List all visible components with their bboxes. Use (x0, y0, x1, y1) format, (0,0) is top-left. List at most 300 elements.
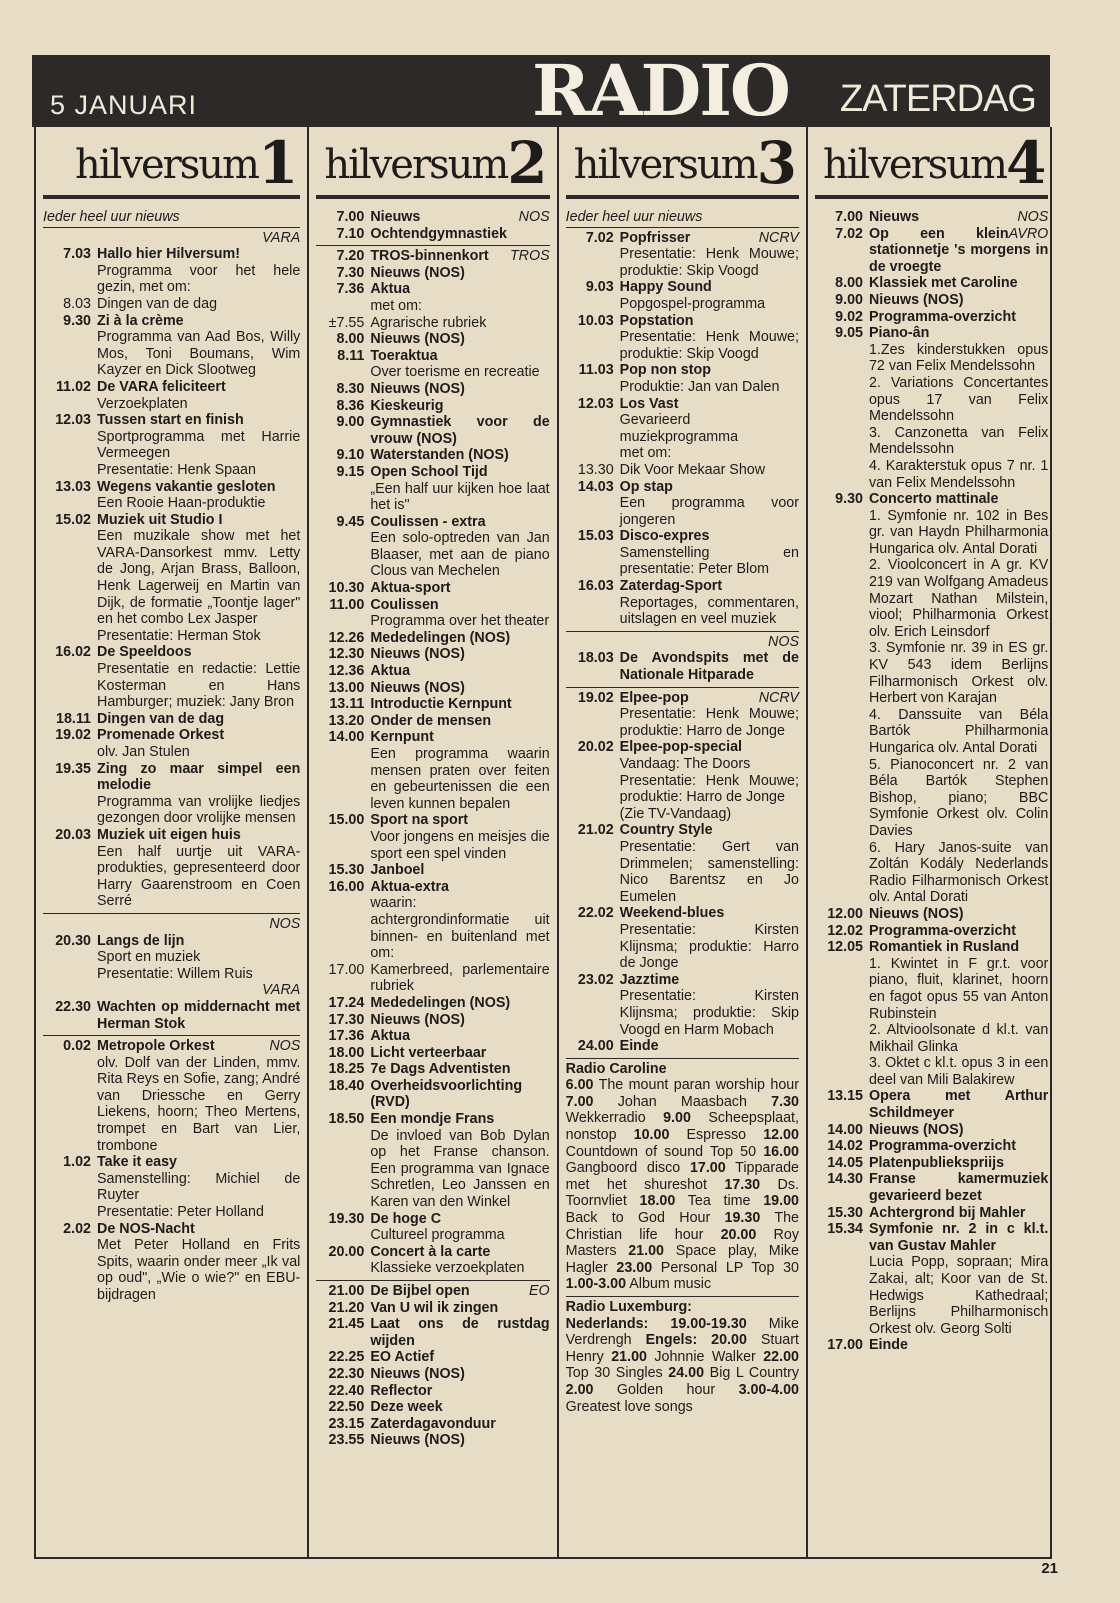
programme-body (620, 313, 799, 363)
segment-text: Wekkerradio (565, 1110, 664, 1127)
programme-title-text: Elpee-pop (619, 689, 689, 706)
programme-title (370, 729, 434, 745)
programme-entry (316, 514, 549, 580)
broadcaster-label: VARA (262, 229, 301, 246)
programme-description: 4. Karakterstuk opus 7 nr. 1 van Felix Mendelssohn (868, 457, 1049, 491)
programme-title-text: Langs de lijn (97, 932, 185, 949)
station-name: hilversum (324, 142, 508, 188)
programme-title (869, 309, 1016, 325)
programme-description: Een half uurtje uit VARA-produkties, gepresenteerd door Harry Gaarenstroom en Coen Serré (97, 843, 301, 910)
programme-title (869, 906, 964, 922)
programme-time: 23.15 (328, 1415, 365, 1432)
segment-text: Greatest love songs (565, 1398, 693, 1415)
programme-time: 2.02 (63, 1220, 91, 1237)
broadcaster-label: NCRV (758, 689, 799, 706)
station-number: 2 (507, 129, 548, 197)
station-name: hilversum (822, 142, 1006, 188)
programme-description: Programma voor het hele gezin, met om: (97, 262, 301, 296)
programme-title (370, 1045, 486, 1061)
programme-body (370, 331, 549, 348)
programme-entry (316, 1045, 549, 1062)
page-number: 21 (1041, 1560, 1058, 1577)
programme-time: 21.02 (577, 822, 614, 839)
segment-text: Top 30 Singles (565, 1365, 669, 1382)
programme-title (97, 711, 224, 727)
broadcaster-label: NOS (269, 1038, 301, 1055)
programme-description: Klassieke verzoekplaten (370, 1260, 525, 1277)
segment-text: Mike Verdrengh (565, 1315, 799, 1349)
programme-description: 3. Oktet c kl.t. opus 3 in een deel van Mili Balakirew (868, 1055, 1049, 1088)
programme-title-text: Nieuws (NOS) (868, 905, 964, 922)
programme-title-text: Mededelingen (NOS) (370, 629, 511, 646)
programme-entry (43, 1038, 300, 1154)
programme-entry (316, 680, 549, 697)
programme-body (370, 1211, 549, 1244)
programme-entry (316, 1399, 549, 1416)
programme-title-text: Piano-ân (868, 325, 930, 342)
programme-title (370, 381, 465, 397)
programme-title (869, 923, 1016, 939)
segment-text: Space play, Mike Hagler (565, 1243, 799, 1276)
programme-entry (316, 464, 549, 514)
programme-entry (43, 512, 300, 645)
programme-description: Een solo-optreden van Jan Blaaser, met aan de piano Clous van Mechelen (370, 530, 550, 580)
programme-title (370, 1211, 441, 1227)
programme-body (370, 381, 549, 398)
programme-entry (43, 999, 300, 1032)
programme-title-text: Coulissen - extra (370, 513, 486, 530)
programme-title (370, 597, 438, 613)
programme-time: 22.40 (328, 1382, 365, 1399)
programme-title-text: Muziek uit Studio I (97, 511, 223, 528)
programme-title (97, 296, 217, 312)
programme-body (620, 739, 799, 822)
programme-time: 9.03 (585, 279, 614, 296)
programme-body (869, 1122, 1048, 1139)
programme-body (370, 248, 549, 265)
programme-time: 7.02 (835, 225, 863, 242)
programme-body (97, 379, 300, 412)
programme-time: 10.30 (328, 580, 365, 597)
programme-time: 14.03 (577, 478, 614, 495)
station-number: 1 (257, 129, 299, 197)
programme-title (869, 1155, 1004, 1171)
programme-time: 22.30 (55, 998, 91, 1015)
programme-body (869, 226, 1048, 276)
programme-description: Een programma waarin mensen praten over feiten en gebeurtenissen die een leven kunnen bepalen (370, 746, 550, 812)
programme-entry (815, 1337, 1048, 1354)
programme-title-text: Opera met Arthur Schildmeyer (868, 1088, 1049, 1122)
programme-title-text: Concerto mattinale (868, 491, 999, 508)
programme-title-text: Nieuws (NOS) (370, 1432, 465, 1449)
programme-entry (316, 646, 549, 663)
programme-description: 1. Symfonie nr. 102 in Bes gr. van Haydn Philharmonia Hungarica olv. Antal Dorati (868, 507, 1049, 557)
programme-title (620, 462, 765, 478)
programme-title-text: Aktua (370, 281, 411, 298)
programme-body (869, 923, 1048, 940)
programme-body (620, 479, 799, 529)
programme-body (97, 1221, 300, 1304)
programme-time: 17.00 (827, 1337, 863, 1354)
programme-title-text: Nieuws (NOS) (868, 1121, 964, 1138)
segment-time: 18.00 (639, 1193, 676, 1210)
programme-title-text: Hallo hier Hilversum! (97, 246, 241, 263)
programme-entry (815, 1088, 1048, 1121)
programme-title (370, 414, 549, 447)
segment-time: 23.00 (616, 1259, 653, 1276)
segment-text: Personal LP Top 30 (652, 1259, 799, 1276)
programme-body (620, 822, 799, 905)
programme-description: „Een half uur kijken hoe laat het is" (370, 480, 550, 514)
segment-time: 19.30 (724, 1210, 761, 1227)
broadcaster-label: NOS (768, 633, 799, 650)
programme-time: 19.30 (328, 1210, 365, 1227)
segment-text: Golden hour (593, 1381, 739, 1398)
programme-time: 22.30 (328, 1365, 365, 1382)
programme-title (370, 514, 485, 530)
programme-time: 12.02 (827, 922, 863, 939)
programme-body (370, 1366, 549, 1383)
programme-entry (316, 729, 549, 812)
programme-time: 19.35 (55, 760, 91, 777)
programme-title (370, 1399, 442, 1415)
programme-entry (815, 1122, 1048, 1139)
segment-time: 21.00 (611, 1348, 647, 1365)
programme-time: 14.05 (827, 1154, 863, 1171)
programme-time: 17.30 (328, 1011, 365, 1028)
programme-entry (316, 1416, 549, 1433)
programme-time: 15.03 (577, 528, 614, 545)
programme-time: 8.11 (337, 347, 365, 364)
station-column-hilversum-4 (808, 127, 1055, 1557)
programme-title-text: Muziek uit eigen huis (97, 826, 241, 843)
programme-title (620, 396, 679, 412)
programme-time: 13.00 (328, 679, 365, 696)
programme-list (566, 209, 799, 1415)
programme-title (620, 279, 712, 295)
programme-title (370, 812, 468, 828)
programme-entry (316, 265, 549, 282)
day-label: ZATERDAG (839, 78, 1036, 120)
programme-entry (316, 348, 549, 381)
segment-time: 2.00 (565, 1381, 594, 1398)
station-block (566, 1299, 799, 1415)
programme-body (869, 939, 1048, 1088)
programme-time: 15.30 (827, 1204, 863, 1221)
programme-time: 20.02 (577, 739, 614, 756)
programme-title (370, 398, 443, 414)
programme-body (97, 479, 300, 512)
segment-time: 1.00-3.00 (565, 1276, 627, 1293)
programme-title-text: Van U wil ik zingen (370, 1299, 499, 1316)
programme-title (620, 972, 680, 988)
divider (316, 1280, 549, 1281)
programme-entry (566, 690, 799, 740)
programme-body (97, 827, 300, 910)
programme-title (869, 1205, 1025, 1221)
programme-title (97, 933, 184, 949)
programme-description: olv. Jan Stulen (97, 744, 190, 760)
programme-entry (316, 1078, 549, 1111)
programme-entry (43, 1221, 300, 1304)
divider (43, 1035, 300, 1036)
programme-entry (316, 331, 549, 348)
programme-title (97, 246, 240, 262)
programme-title-text: Kamerbreed, parlementaire rubriek (370, 961, 550, 995)
programme-title (370, 1300, 498, 1316)
programme-title (370, 331, 465, 347)
programme-body (370, 1244, 549, 1277)
programme-description: Popgospel-programma (619, 295, 766, 312)
programme-body (370, 1283, 549, 1300)
programme-body (620, 528, 799, 578)
programme-title-text: Programma-overzicht (868, 1138, 1016, 1155)
programme-entry (316, 381, 549, 398)
programme-body (370, 1316, 549, 1349)
programme-title (370, 962, 549, 995)
segment-time: 3.00-4.00 (738, 1381, 799, 1398)
segment-time: 22.00 (763, 1348, 799, 1365)
programme-body (370, 1300, 549, 1317)
programme-title (97, 479, 276, 495)
programme-time: 12.03 (577, 395, 614, 412)
programme-time: 7.00 (835, 209, 863, 225)
programme-title (370, 1366, 465, 1382)
programme-description: Programma over het theater (370, 613, 550, 630)
segment-time: 10.00 (633, 1127, 670, 1144)
programme-title (97, 727, 224, 743)
programme-time: 8.00 (336, 331, 365, 348)
programme-time: 14.00 (827, 1121, 863, 1138)
programme-entry (566, 822, 799, 905)
programme-time: 19.02 (577, 689, 614, 706)
programme-time: 18.50 (328, 1111, 365, 1128)
station-name: hilversum (75, 142, 258, 188)
programme-title-text: Programma-overzicht (868, 922, 1016, 939)
segment-time: 20.00 (720, 1226, 757, 1243)
programme-title-text: Nieuws (370, 209, 421, 225)
programme-entry (316, 1012, 549, 1029)
programme-title-text: Disco-expres (619, 528, 710, 545)
news-note: Ieder heel uur nieuws (43, 209, 300, 228)
programme-title (869, 1138, 1016, 1154)
programme-body (370, 630, 549, 647)
programme-body (620, 1038, 799, 1055)
programme-body (620, 972, 799, 1038)
divider (566, 631, 799, 632)
segment-text: Espresso (669, 1127, 764, 1144)
programme-body (370, 1416, 549, 1433)
programme-title (620, 528, 710, 544)
programme-time: 7.10 (336, 225, 365, 242)
programme-body (620, 230, 799, 280)
segment-time: 24.00 (668, 1365, 705, 1382)
segment-time: Engels: 20.00 (645, 1332, 747, 1349)
programme-time: 12.03 (55, 412, 91, 429)
programme-title (370, 580, 450, 596)
programme-title (370, 209, 550, 225)
programme-title (370, 1349, 434, 1365)
divider (316, 245, 549, 246)
programme-title (370, 1078, 522, 1111)
programme-body (620, 396, 799, 462)
programme-description: Reportages, commentaren, uitslagen en veel muziek (619, 594, 799, 628)
programme-entry (566, 462, 799, 479)
broadcaster-label: VARA (262, 982, 301, 999)
programme-time: 19.02 (55, 727, 91, 744)
programme-body (370, 680, 549, 697)
segment-text: The mount paran worship hour (593, 1077, 799, 1094)
programme-body (370, 663, 549, 680)
programme-description: 1. Kwintet in F gr.t. voor piano, fluit, klarinet, hoorn en fagot opus 55 van Anton Rubinstein (868, 955, 1049, 1022)
programme-description: Programma van Aad Bos, Willy Mos, Toni Boumans, Wim Kayzer en Dick Slootweg (97, 329, 301, 379)
programme-list (815, 209, 1048, 1354)
programme-title-text: Nieuws (NOS) (868, 291, 964, 308)
programme-description: Verzoekplaten (97, 395, 188, 412)
programme-title-text: Op een klein stationnetje 's morgens in de vroegte (868, 225, 1049, 275)
programme-time: 22.02 (577, 905, 614, 922)
programme-time: 16.02 (55, 644, 91, 661)
programme-title-text: Franse kamermuziek gevarieerd bezet (868, 1171, 1049, 1205)
programme-time: 20.03 (55, 826, 91, 843)
programme-body (370, 348, 549, 381)
programme-description: Samenstelling: Michiel de Ruyter (97, 1170, 301, 1204)
programme-title-text: Nieuws (NOS) (370, 679, 465, 696)
programme-description: Programma van vrolijke liedjes gezongen door vrolijke mensen (97, 793, 301, 827)
programme-description: 2. Vioolconcert in A gr. KV 219 van Wolfgang Amadeus Mozart Nathan Milstein, viool; Philharmonia Orkest olv. Erich Leinsdorf (868, 557, 1049, 640)
programme-entry (43, 644, 300, 710)
programme-title (620, 905, 725, 921)
programme-title (370, 995, 510, 1011)
programme-description: Gevarieerd muziekprogramma (619, 412, 739, 445)
programme-time: 15.00 (328, 812, 365, 829)
programme-entry (316, 630, 549, 647)
programme-entry (815, 325, 1048, 491)
programme-title-text: Aktua-extra (370, 878, 449, 895)
segment-time: 16.00 (763, 1143, 799, 1160)
programme-body (370, 580, 549, 597)
programme-title (370, 1061, 510, 1077)
programme-title (370, 663, 410, 679)
programme-time: 8.30 (336, 380, 365, 397)
programme-title-text: Einde (619, 1038, 659, 1055)
programme-title (97, 412, 244, 428)
programme-title-text: De Avondspits met de Nationale Hitparade (619, 650, 799, 684)
programme-title (869, 1122, 964, 1138)
programme-body (97, 246, 300, 296)
programme-time: 21.45 (328, 1316, 365, 1333)
station-title (815, 127, 1048, 199)
programme-title (97, 999, 300, 1032)
programme-description: waarin: achtergrondinformatie uit binnen- en buitenland met om: (370, 895, 550, 962)
programme-title-text: Waterstanden (NOS) (370, 447, 509, 464)
programme-body (370, 398, 549, 415)
programme-time: 24.00 (577, 1038, 614, 1055)
programme-title-text: Symfonie nr. 2 in c kl.t. van Gustav Mahler (868, 1221, 1049, 1254)
programme-time: 9.45 (336, 513, 365, 530)
programme-body (370, 447, 549, 464)
programme-title-text: Metropole Orkest (97, 1038, 215, 1055)
programme-time: 14.00 (328, 729, 365, 746)
programme-title (869, 939, 1019, 955)
programme-title-text: Concert à la carte (370, 1243, 491, 1260)
station-column-hilversum-1 (36, 127, 309, 1557)
programme-entry (566, 650, 799, 683)
programme-description: 5. Pianoconcert nr. 2 van Béla Bartók Stephen Bishop, piano; BBC Symfonie Orkest olv. Colin Davies (868, 756, 1049, 839)
programme-title-text: De hoge C (370, 1210, 442, 1227)
programme-time: 12.26 (328, 629, 365, 646)
programme-title-text: Klassiek met Caroline (868, 275, 1018, 292)
programme-time: 7.00 (336, 209, 365, 225)
programme-entry (815, 1221, 1048, 1337)
divider (566, 1058, 799, 1059)
segment-text: The Christian life hour (565, 1210, 799, 1243)
programme-body (370, 646, 549, 663)
programme-entry (316, 447, 549, 464)
programme-entry (815, 1138, 1048, 1155)
programme-time: 18.40 (328, 1077, 365, 1094)
programme-time: 17.24 (328, 994, 365, 1011)
programme-body (370, 1349, 549, 1366)
programme-title-text: Deze week (370, 1399, 443, 1416)
programme-entry (316, 1316, 549, 1349)
programme-body (97, 761, 300, 827)
programme-entry (316, 713, 549, 730)
programme-time: 18.03 (577, 650, 614, 667)
programme-title (869, 226, 1048, 275)
broadcaster-label: NCRV (758, 229, 799, 246)
programme-title (869, 275, 1018, 291)
programme-title (620, 1038, 659, 1054)
programme-title (370, 447, 508, 463)
programme-description: 1.Zes kinderstukken opus 72 van Felix Mendelssohn (868, 341, 1049, 375)
programme-title-text: Nieuws (NOS) (370, 264, 465, 281)
programme-description: Over toerisme en recreatie (370, 364, 540, 381)
programme-entry (316, 1300, 549, 1317)
programme-title (370, 464, 487, 480)
programme-entry (566, 578, 799, 628)
programme-title-text: Happy Sound (619, 279, 712, 296)
programme-description: 3. Canzonetta van Felix Mendelssohn (868, 424, 1049, 458)
programme-title (370, 315, 486, 331)
programme-title-text: Gymnastiek voor de vrouw (NOS) (370, 414, 550, 447)
programme-entry (316, 226, 549, 243)
programme-time: 11.00 (329, 596, 365, 613)
programme-entry (316, 1111, 549, 1211)
programme-title (370, 1111, 494, 1127)
programme-title-text: Zi à la crème (97, 312, 184, 329)
programme-body (869, 209, 1048, 226)
block-heading: Radio Caroline (565, 1060, 667, 1077)
programme-title (370, 680, 465, 696)
programme-time: 17.36 (328, 1028, 365, 1045)
programme-title (869, 1171, 1048, 1204)
station-column-hilversum-2 (309, 127, 558, 1557)
programme-time: 11.02 (56, 378, 91, 395)
programme-body (869, 325, 1048, 491)
programme-title (97, 1038, 301, 1055)
programme-body (620, 690, 799, 740)
programme-title-text: De Speeldoos (97, 644, 192, 661)
programme-body (370, 514, 549, 580)
programme-title-text: Dingen van de dag (97, 295, 218, 312)
programme-title (620, 822, 713, 838)
segment-time: 17.30 (724, 1176, 761, 1193)
programme-description: Sport en muziek (97, 949, 201, 966)
programme-body (370, 812, 549, 862)
programme-title-text: Popfrisser (619, 229, 691, 246)
segment-text: Big L Country (704, 1365, 799, 1382)
